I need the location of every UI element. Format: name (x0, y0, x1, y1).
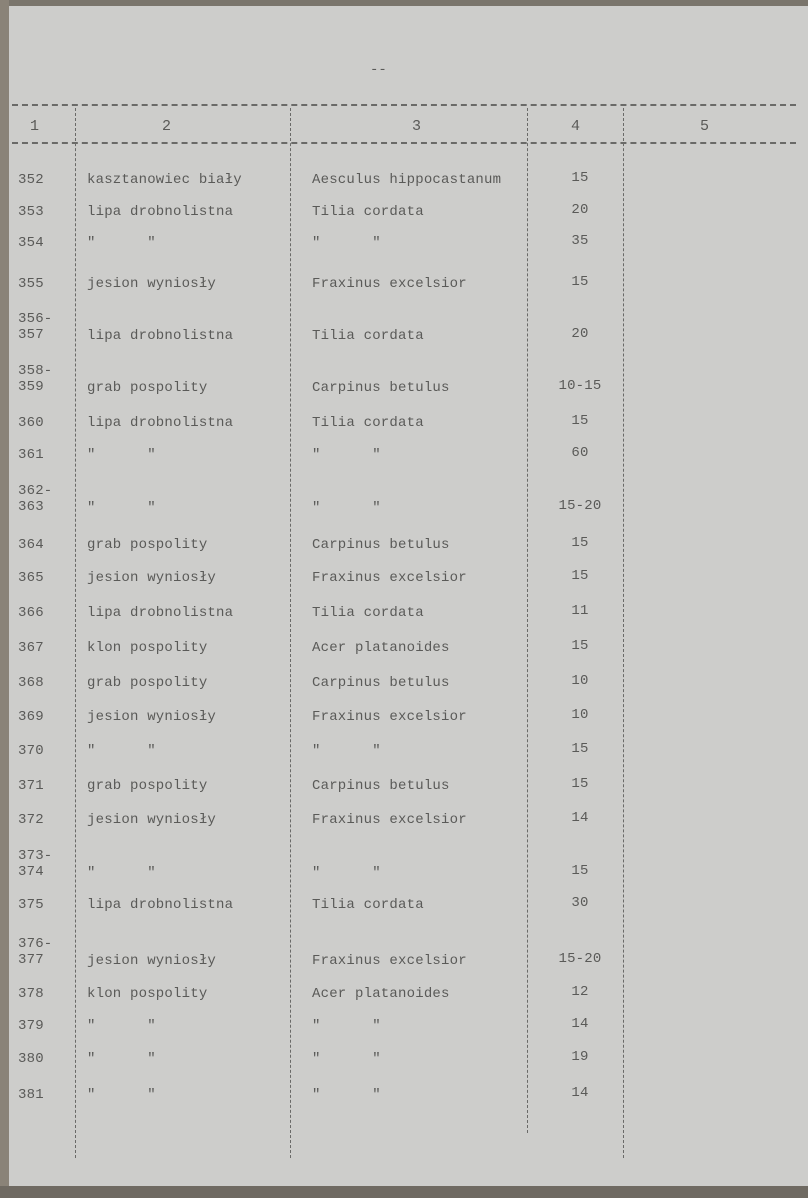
polish-name: " " (87, 235, 156, 251)
column-header-3: 3 (412, 118, 422, 135)
latin-name: Acer platanoides (312, 640, 450, 656)
row-number: 353 (18, 204, 44, 220)
value: 15-20 (558, 951, 602, 967)
polish-name: " " (87, 865, 156, 881)
row-number: 370 (18, 743, 44, 759)
value: 10-15 (558, 378, 602, 394)
latin-name: Carpinus betulus (312, 537, 450, 553)
latin-name: " " (312, 865, 381, 881)
value: 15 (571, 638, 589, 654)
value: 15 (571, 170, 589, 186)
value: 20 (571, 326, 589, 342)
column-header-5: 5 (700, 118, 710, 135)
polish-name: " " (87, 1051, 156, 1067)
column-header-1: 1 (30, 118, 40, 135)
polish-name: lipa drobnolistna (87, 605, 234, 621)
row-number: 379 (18, 1018, 44, 1034)
latin-name: " " (312, 447, 381, 463)
row-number: 366 (18, 605, 44, 621)
latin-name: Acer platanoides (312, 986, 450, 1002)
latin-name: Fraxinus excelsior (312, 953, 467, 969)
latin-name: Tilia cordata (312, 328, 424, 344)
polish-name: klon pospolity (87, 640, 208, 656)
value: 60 (571, 445, 589, 461)
row-number: 367 (18, 640, 44, 656)
row-number: 369 (18, 709, 44, 725)
column-divider (290, 108, 291, 1158)
row-number: 371 (18, 778, 44, 794)
value: 15 (571, 741, 589, 757)
value: 12 (571, 984, 589, 1000)
latin-name: Tilia cordata (312, 605, 424, 621)
value: 10 (571, 707, 589, 723)
row-number: 365 (18, 570, 44, 586)
latin-name: Fraxinus excelsior (312, 812, 467, 828)
row-number: 362- 363 (18, 483, 53, 515)
page-mark: -- (370, 62, 387, 78)
latin-name: Carpinus betulus (312, 778, 450, 794)
latin-name: Carpinus betulus (312, 675, 450, 691)
latin-name: " " (312, 500, 381, 516)
polish-name: jesion wyniosły (87, 570, 217, 586)
latin-name: Carpinus betulus (312, 380, 450, 396)
column-divider (527, 108, 528, 1133)
latin-name: Fraxinus excelsior (312, 276, 467, 292)
latin-name: " " (312, 235, 381, 251)
latin-name: Fraxinus excelsior (312, 570, 467, 586)
row-number: 354 (18, 235, 44, 251)
polish-name: grab pospolity (87, 537, 208, 553)
row-number: 381 (18, 1087, 44, 1103)
value: 11 (571, 603, 589, 619)
row-number: 372 (18, 812, 44, 828)
row-number: 355 (18, 276, 44, 292)
row-number: 368 (18, 675, 44, 691)
polish-name: jesion wyniosły (87, 276, 217, 292)
row-number: 358- 359 (18, 363, 53, 395)
row-number: 360 (18, 415, 44, 431)
latin-name: " " (312, 1018, 381, 1034)
value: 15 (571, 568, 589, 584)
polish-name: " " (87, 447, 156, 463)
value: 14 (571, 1016, 589, 1032)
scan-bottom-edge (0, 1186, 808, 1198)
latin-name: Tilia cordata (312, 415, 424, 431)
value: 15 (571, 535, 589, 551)
table-top-rule (12, 104, 796, 106)
column-header-2: 2 (162, 118, 172, 135)
polish-name: grab pospolity (87, 778, 208, 794)
value: 15-20 (558, 498, 602, 514)
value: 15 (571, 776, 589, 792)
column-divider (75, 108, 76, 1158)
row-number: 352 (18, 172, 44, 188)
latin-name: " " (312, 1087, 381, 1103)
row-number: 364 (18, 537, 44, 553)
value: 14 (571, 810, 589, 826)
latin-name: Tilia cordata (312, 897, 424, 913)
latin-name: Tilia cordata (312, 204, 424, 220)
row-number: 378 (18, 986, 44, 1002)
row-number: 356- 357 (18, 311, 53, 343)
value: 10 (571, 673, 589, 689)
polish-name: lipa drobnolistna (87, 204, 234, 220)
polish-name: lipa drobnolistna (87, 328, 234, 344)
value: 20 (571, 202, 589, 218)
value: 35 (571, 233, 589, 249)
polish-name: grab pospolity (87, 675, 208, 691)
polish-name: " " (87, 1018, 156, 1034)
value: 15 (571, 274, 589, 290)
polish-name: kasztanowiec biały (87, 172, 242, 188)
scan-top-edge (0, 0, 808, 6)
row-number: 380 (18, 1051, 44, 1067)
polish-name: lipa drobnolistna (87, 415, 234, 431)
column-header-4: 4 (571, 118, 581, 135)
scan-left-edge (0, 0, 9, 1198)
row-number: 376- 377 (18, 936, 53, 968)
polish-name: grab pospolity (87, 380, 208, 396)
header-bottom-rule (12, 142, 796, 144)
value: 19 (571, 1049, 589, 1065)
polish-name: jesion wyniosły (87, 953, 217, 969)
latin-name: " " (312, 1051, 381, 1067)
latin-name: Aesculus hippocastanum (312, 172, 502, 188)
latin-name: " " (312, 743, 381, 759)
value: 30 (571, 895, 589, 911)
value: 15 (571, 413, 589, 429)
polish-name: " " (87, 1087, 156, 1103)
polish-name: " " (87, 743, 156, 759)
polish-name: klon pospolity (87, 986, 208, 1002)
row-number: 373- 374 (18, 848, 53, 880)
polish-name: jesion wyniosły (87, 812, 217, 828)
polish-name: lipa drobnolistna (87, 897, 234, 913)
latin-name: Fraxinus excelsior (312, 709, 467, 725)
column-divider (623, 108, 624, 1158)
value: 14 (571, 1085, 589, 1101)
row-number: 375 (18, 897, 44, 913)
polish-name: jesion wyniosły (87, 709, 217, 725)
value: 15 (571, 863, 589, 879)
polish-name: " " (87, 500, 156, 516)
row-number: 361 (18, 447, 44, 463)
